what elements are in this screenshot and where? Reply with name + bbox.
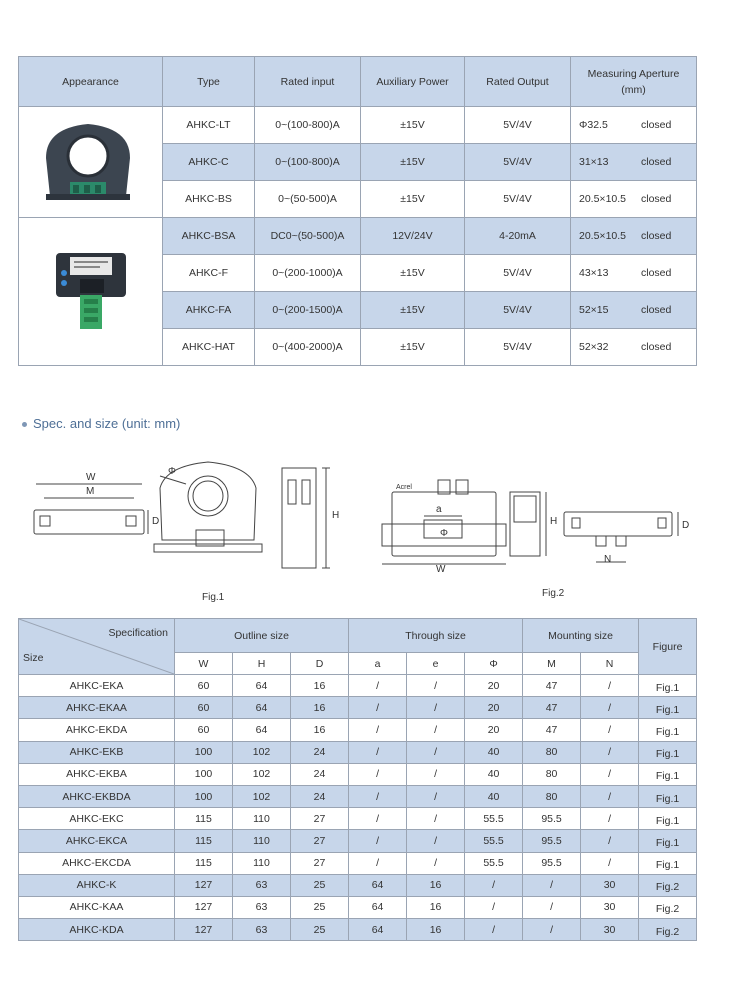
aperture-status: closed bbox=[641, 304, 672, 316]
cell-w: 60 bbox=[175, 697, 233, 719]
cell-type: AHKC-LT bbox=[163, 107, 255, 144]
cell-phi: 55.5 bbox=[465, 852, 523, 874]
cell-model: AHKC-EKC bbox=[19, 808, 175, 830]
table-row bbox=[19, 675, 697, 697]
cell-phi: / bbox=[465, 919, 523, 941]
cell-m: 47 bbox=[523, 719, 581, 741]
cell-w: 100 bbox=[175, 785, 233, 807]
table-row bbox=[19, 830, 697, 852]
cell-m: 47 bbox=[523, 675, 581, 697]
aperture-value: 43×13 bbox=[579, 267, 609, 279]
cell-type: AHKC-FA bbox=[163, 292, 255, 329]
header-rated-output: Rated Output bbox=[465, 57, 571, 107]
cell-n: / bbox=[581, 785, 639, 807]
subheader-m: M bbox=[523, 653, 581, 675]
cell-a: / bbox=[349, 675, 407, 697]
size-table bbox=[18, 618, 697, 941]
subheader-a: a bbox=[349, 653, 407, 675]
cell-input: DC0~(50-500)A bbox=[255, 218, 361, 255]
cell-phi: / bbox=[465, 896, 523, 918]
aperture-value: 20.5×10.5 bbox=[579, 193, 627, 205]
header-aperture-line1: Measuring Aperture bbox=[587, 67, 680, 80]
cell-power: ±15V bbox=[361, 292, 465, 329]
header-mounting: Mounting size bbox=[523, 619, 639, 653]
cell-e: 16 bbox=[407, 874, 465, 896]
cell-phi: / bbox=[465, 874, 523, 896]
cell-phi: 20 bbox=[465, 697, 523, 719]
cell-e: / bbox=[407, 852, 465, 874]
cell-output: 5V/4V bbox=[465, 181, 571, 218]
cell-a: / bbox=[349, 808, 407, 830]
table-row bbox=[19, 808, 697, 830]
dim-phi-1: Φ bbox=[168, 466, 176, 477]
size-table-header bbox=[19, 619, 697, 653]
cell-fig: Fig.1 bbox=[639, 719, 697, 741]
cell-a: / bbox=[349, 785, 407, 807]
product-table-header bbox=[19, 57, 697, 107]
cell-power: ±15V bbox=[361, 329, 465, 366]
cell-a: / bbox=[349, 763, 407, 785]
aperture-status: closed bbox=[641, 193, 672, 205]
cell-input: 0~(200-1000)A bbox=[255, 255, 361, 292]
header-appearance: Appearance bbox=[19, 57, 163, 107]
cell-model: AHKC-EKBA bbox=[19, 763, 175, 785]
fig1-label: Fig.1 bbox=[202, 592, 225, 603]
cell-type: AHKC-BS bbox=[163, 181, 255, 218]
cell-w: 127 bbox=[175, 919, 233, 941]
cell-h: 64 bbox=[233, 697, 291, 719]
header-type: Type bbox=[163, 57, 255, 107]
cell-model: AHKC-EKB bbox=[19, 741, 175, 763]
aperture-status: closed bbox=[641, 156, 672, 168]
cell-a: 64 bbox=[349, 874, 407, 896]
dim-d-2: D bbox=[682, 520, 690, 531]
cell-w: 115 bbox=[175, 808, 233, 830]
spec-heading bbox=[22, 416, 180, 431]
cell-d: 24 bbox=[291, 763, 349, 785]
cell-output: 5V/4V bbox=[465, 144, 571, 181]
cell-e: / bbox=[407, 830, 465, 852]
table-row bbox=[19, 785, 697, 807]
table-row bbox=[19, 919, 697, 941]
cell-n: / bbox=[581, 697, 639, 719]
cell-e: / bbox=[407, 763, 465, 785]
cell-n: 30 bbox=[581, 874, 639, 896]
cell-output: 5V/4V bbox=[465, 107, 571, 144]
cell-m: / bbox=[523, 874, 581, 896]
cell-e: / bbox=[407, 808, 465, 830]
cell-power: 12V/24V bbox=[361, 218, 465, 255]
cell-phi: 55.5 bbox=[465, 830, 523, 852]
cell-h: 63 bbox=[233, 874, 291, 896]
label-brand: Acrel bbox=[396, 484, 412, 491]
dim-a-2: a bbox=[436, 504, 442, 515]
cell-type: AHKC-C bbox=[163, 144, 255, 181]
cell-aperture bbox=[571, 107, 697, 144]
cell-d: 24 bbox=[291, 785, 349, 807]
cell-input: 0~(100-800)A bbox=[255, 107, 361, 144]
aperture-status: closed bbox=[641, 341, 672, 353]
cell-h: 102 bbox=[233, 763, 291, 785]
cell-w: 60 bbox=[175, 719, 233, 741]
cell-h: 63 bbox=[233, 896, 291, 918]
spec-heading-text: Spec. and size (unit: mm) bbox=[33, 416, 181, 431]
dim-w-1: W bbox=[86, 472, 96, 483]
cell-n: / bbox=[581, 830, 639, 852]
cell-d: 16 bbox=[291, 675, 349, 697]
table-row bbox=[19, 741, 697, 763]
table-row bbox=[19, 852, 697, 874]
cell-fig: Fig.1 bbox=[639, 808, 697, 830]
cell-e: / bbox=[407, 697, 465, 719]
table-row bbox=[19, 896, 697, 918]
cell-n: 30 bbox=[581, 896, 639, 918]
cell-m: / bbox=[523, 896, 581, 918]
header-outline: Outline size bbox=[175, 619, 349, 653]
dim-phi-2: Φ bbox=[440, 528, 448, 539]
aperture-status: closed bbox=[641, 119, 672, 131]
cell-model: AHKC-EKAA bbox=[19, 697, 175, 719]
cell-n: / bbox=[581, 763, 639, 785]
cell-h: 63 bbox=[233, 919, 291, 941]
size-table-body bbox=[19, 675, 697, 941]
cell-d: 25 bbox=[291, 874, 349, 896]
cell-h: 110 bbox=[233, 830, 291, 852]
cell-output: 5V/4V bbox=[465, 255, 571, 292]
subheader-phi: Φ bbox=[465, 653, 523, 675]
aperture-status: closed bbox=[641, 267, 672, 279]
cell-a: 64 bbox=[349, 919, 407, 941]
header-size: Size bbox=[23, 652, 44, 664]
cell-power: ±15V bbox=[361, 107, 465, 144]
cell-d: 25 bbox=[291, 896, 349, 918]
cell-power: ±15V bbox=[361, 144, 465, 181]
cell-model: AHKC-EKCA bbox=[19, 830, 175, 852]
cell-fig: Fig.1 bbox=[639, 763, 697, 785]
cell-e: / bbox=[407, 741, 465, 763]
cell-model: AHKC-KDA bbox=[19, 919, 175, 941]
cell-w: 115 bbox=[175, 852, 233, 874]
dim-d-1: D bbox=[152, 516, 160, 527]
cell-e: / bbox=[407, 785, 465, 807]
cell-model: AHKC-K bbox=[19, 874, 175, 896]
cell-phi: 55.5 bbox=[465, 808, 523, 830]
cell-aperture bbox=[571, 181, 697, 218]
dimension-drawings-svg bbox=[20, 440, 720, 610]
dim-w-2: W bbox=[436, 564, 446, 575]
cell-phi: 20 bbox=[465, 675, 523, 697]
cell-d: 16 bbox=[291, 719, 349, 741]
subheader-d: D bbox=[291, 653, 349, 675]
cell-a: / bbox=[349, 697, 407, 719]
cell-d: 27 bbox=[291, 830, 349, 852]
aperture-value: Φ32.5 bbox=[579, 119, 608, 131]
cell-model: AHKC-EKA bbox=[19, 675, 175, 697]
dim-n-2: N bbox=[604, 554, 612, 565]
cell-power: ±15V bbox=[361, 255, 465, 292]
dim-h-2: H bbox=[550, 516, 558, 527]
cell-a: 64 bbox=[349, 896, 407, 918]
table-row bbox=[19, 719, 697, 741]
cell-output: 5V/4V bbox=[465, 329, 571, 366]
aperture-value: 52×32 bbox=[579, 341, 609, 353]
cell-h: 110 bbox=[233, 852, 291, 874]
header-rated-input: Rated input bbox=[255, 57, 361, 107]
dim-m-1: M bbox=[86, 486, 95, 497]
cell-model: AHKC-EKCDA bbox=[19, 852, 175, 874]
cell-e: / bbox=[407, 675, 465, 697]
cell-m: 80 bbox=[523, 785, 581, 807]
cell-m: / bbox=[523, 919, 581, 941]
cell-h: 102 bbox=[233, 741, 291, 763]
cell-m: 95.5 bbox=[523, 830, 581, 852]
cell-fig: Fig.2 bbox=[639, 919, 697, 941]
aperture-status: closed bbox=[641, 230, 672, 242]
cell-a: / bbox=[349, 830, 407, 852]
cell-input: 0~(100-800)A bbox=[255, 144, 361, 181]
cell-fig: Fig.1 bbox=[639, 852, 697, 874]
cell-e: / bbox=[407, 719, 465, 741]
fig2-side-view bbox=[510, 492, 546, 556]
header-aux-power: Auxiliary Power bbox=[361, 57, 465, 107]
cell-n: 30 bbox=[581, 919, 639, 941]
cell-w: 100 bbox=[175, 741, 233, 763]
cell-h: 64 bbox=[233, 719, 291, 741]
cell-w: 115 bbox=[175, 830, 233, 852]
cell-h: 110 bbox=[233, 808, 291, 830]
cell-phi: 40 bbox=[465, 741, 523, 763]
sensor-image-round bbox=[40, 118, 136, 202]
aperture-value: 52×15 bbox=[579, 304, 609, 316]
dimension-drawings bbox=[20, 440, 720, 610]
cell-output: 5V/4V bbox=[465, 292, 571, 329]
cell-model: AHKC-EKBDA bbox=[19, 785, 175, 807]
cell-h: 102 bbox=[233, 785, 291, 807]
cell-d: 16 bbox=[291, 697, 349, 719]
cell-d: 25 bbox=[291, 919, 349, 941]
sensor-image-square bbox=[50, 245, 132, 331]
cell-n: / bbox=[581, 675, 639, 697]
subheader-h: H bbox=[233, 653, 291, 675]
fig1-side-view bbox=[282, 468, 330, 568]
header-aperture-line2: (mm) bbox=[621, 83, 646, 96]
header-aperture bbox=[571, 57, 697, 107]
cell-w: 127 bbox=[175, 874, 233, 896]
cell-fig: Fig.2 bbox=[639, 874, 697, 896]
subheader-n: N bbox=[581, 653, 639, 675]
cell-fig: Fig.1 bbox=[639, 675, 697, 697]
table-row bbox=[19, 763, 697, 785]
aperture-value: 20.5×10.5 bbox=[579, 230, 627, 242]
cell-phi: 20 bbox=[465, 719, 523, 741]
cell-power: ±15V bbox=[361, 181, 465, 218]
header-specification: Specification bbox=[108, 627, 168, 639]
cell-type: AHKC-HAT bbox=[163, 329, 255, 366]
cell-m: 95.5 bbox=[523, 808, 581, 830]
cell-w: 60 bbox=[175, 675, 233, 697]
cell-m: 47 bbox=[523, 697, 581, 719]
cell-aperture bbox=[571, 329, 697, 366]
cell-fig: Fig.1 bbox=[639, 785, 697, 807]
cell-m: 80 bbox=[523, 763, 581, 785]
cell-n: / bbox=[581, 741, 639, 763]
table-row bbox=[19, 874, 697, 896]
bullet-dot-icon bbox=[22, 422, 27, 427]
cell-m: 95.5 bbox=[523, 852, 581, 874]
cell-fig: Fig.1 bbox=[639, 741, 697, 763]
cell-fig: Fig.1 bbox=[639, 697, 697, 719]
cell-fig: Fig.1 bbox=[639, 830, 697, 852]
cell-output: 4-20mA bbox=[465, 218, 571, 255]
cell-aperture bbox=[571, 144, 697, 181]
cell-n: / bbox=[581, 719, 639, 741]
cell-e: 16 bbox=[407, 896, 465, 918]
cell-type: AHKC-F bbox=[163, 255, 255, 292]
cell-h: 64 bbox=[233, 675, 291, 697]
cell-a: / bbox=[349, 719, 407, 741]
header-through: Through size bbox=[349, 619, 523, 653]
cell-fig: Fig.2 bbox=[639, 896, 697, 918]
cell-d: 24 bbox=[291, 741, 349, 763]
cell-input: 0~(200-1500)A bbox=[255, 292, 361, 329]
subheader-w: W bbox=[175, 653, 233, 675]
fig2-label: Fig.2 bbox=[542, 588, 565, 599]
header-figure: Figure bbox=[639, 619, 697, 675]
cell-aperture bbox=[571, 292, 697, 329]
subheader-e: e bbox=[407, 653, 465, 675]
cell-m: 80 bbox=[523, 741, 581, 763]
cell-aperture bbox=[571, 218, 697, 255]
cell-input: 0~(50-500)A bbox=[255, 181, 361, 218]
cell-d: 27 bbox=[291, 852, 349, 874]
spec-size-diagonal-cell bbox=[19, 619, 175, 675]
cell-n: / bbox=[581, 852, 639, 874]
cell-model: AHKC-KAA bbox=[19, 896, 175, 918]
aperture-value: 31×13 bbox=[579, 156, 609, 168]
fig2-front-view bbox=[382, 480, 506, 564]
cell-w: 127 bbox=[175, 896, 233, 918]
cell-w: 100 bbox=[175, 763, 233, 785]
cell-n: / bbox=[581, 808, 639, 830]
cell-a: / bbox=[349, 741, 407, 763]
cell-model: AHKC-EKDA bbox=[19, 719, 175, 741]
cell-input: 0~(400-2000)A bbox=[255, 329, 361, 366]
cell-d: 27 bbox=[291, 808, 349, 830]
table-row bbox=[19, 697, 697, 719]
cell-type: AHKC-BSA bbox=[163, 218, 255, 255]
cell-e: 16 bbox=[407, 919, 465, 941]
cell-a: / bbox=[349, 852, 407, 874]
dim-h-1: H bbox=[332, 510, 340, 521]
cell-phi: 40 bbox=[465, 763, 523, 785]
cell-phi: 40 bbox=[465, 785, 523, 807]
fig2-bottom-view bbox=[564, 512, 678, 562]
cell-aperture bbox=[571, 255, 697, 292]
